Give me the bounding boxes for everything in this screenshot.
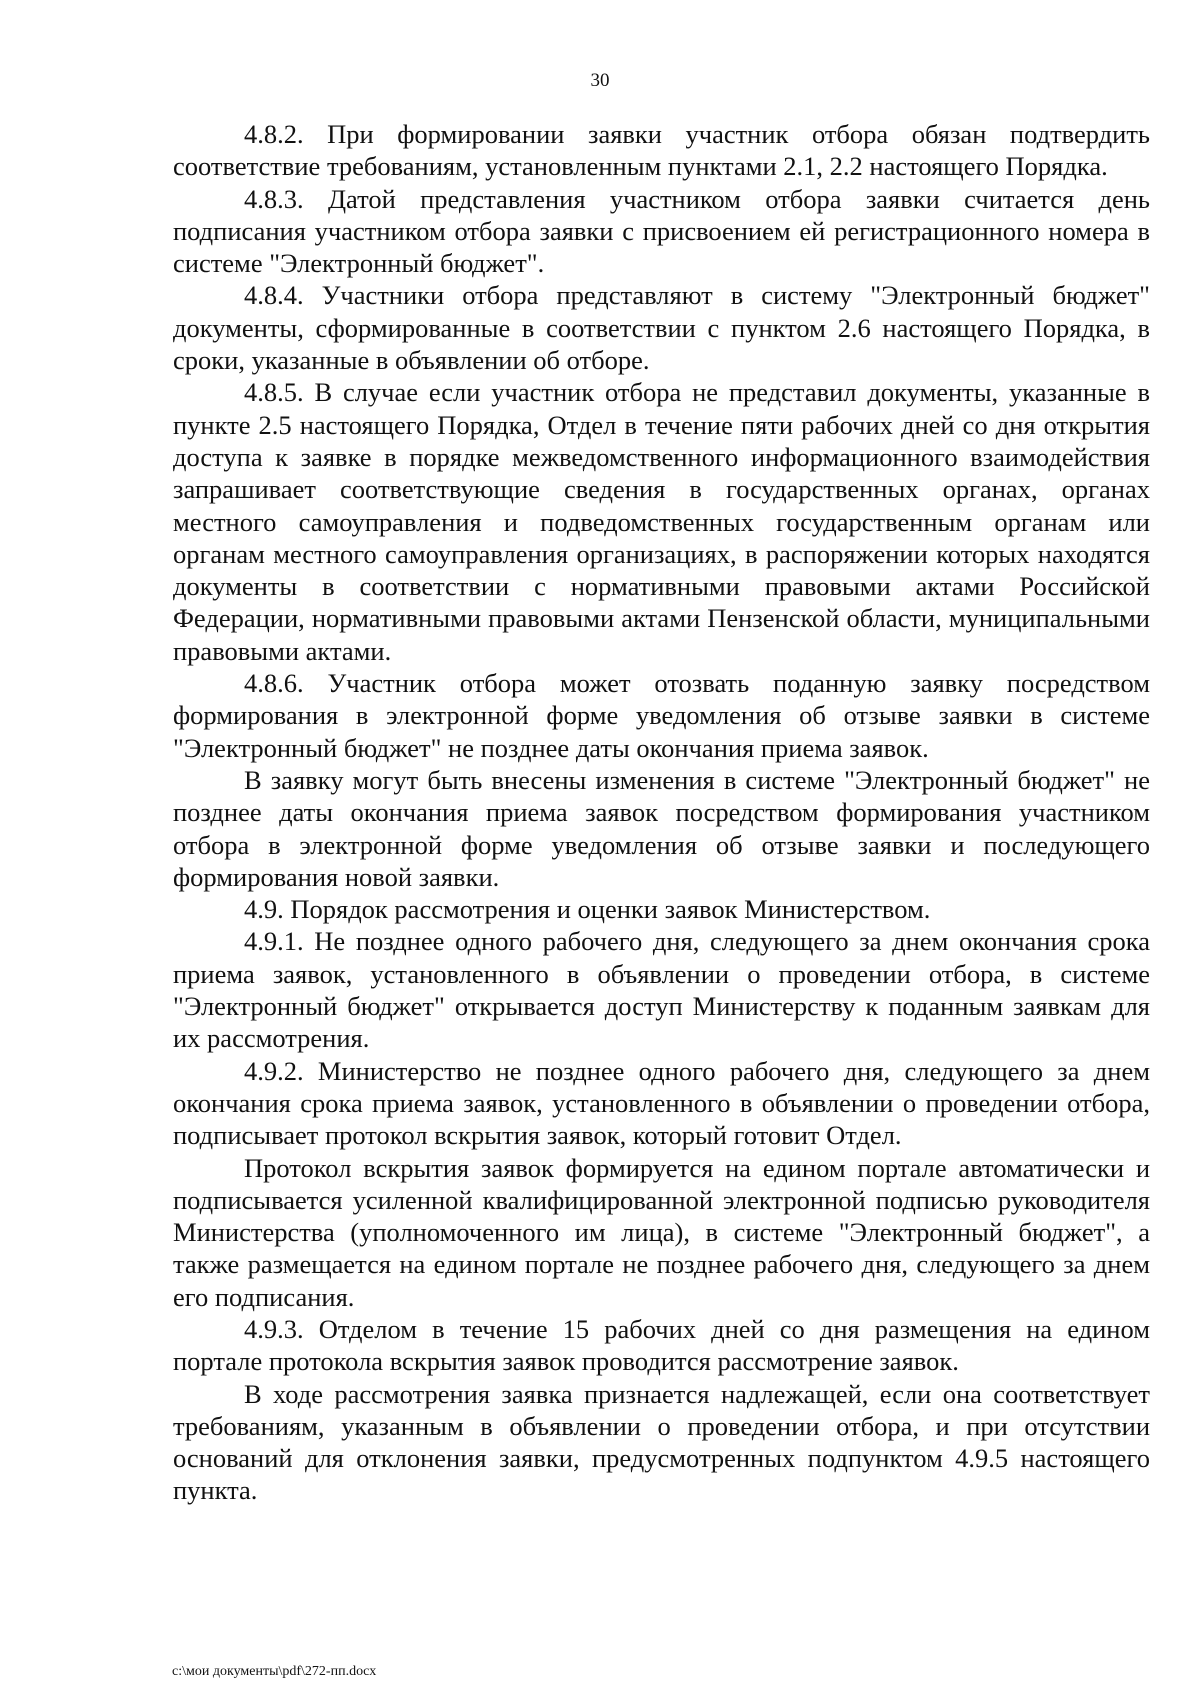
- paragraph-4-8-5: 4.8.5. В случае если участник отбора не представил документы, указанные в пункте 2.5 настоящего Порядка, Отдел в течение пяти рабочих дней со дня открытия доступа к заявке в порядке межведомственного информационного взаимодействия запрашивает соответствующие сведения в государственных органах, органах местного самоуправления и подведомственных государственным органам или органам местного самоуправления организациях, в распоряжении которых находятся документы в соответствии с нормативными правовыми актами Российской Федерации, нормативными правовыми актами Пензенской области, муниципальными правовыми актами.: [173, 377, 1150, 666]
- footer-file-path: c:\мои документы\pdf\272-пп.docx: [172, 1664, 377, 1679]
- paragraph-review-criteria: В ходе рассмотрения заявка признается надлежащей, если она соответствует требованиям, указанным в объявлении о проведении отбора, и при отсутствии оснований для отклонения заявки, предусмотренных подпунктом 4.9.5 настоящего пункта.: [173, 1378, 1150, 1506]
- paragraph-opening-protocol: Протокол вскрытия заявок формируется на едином портале автоматически и подписывается усиленной квалифицированной электронной подписью руководителя Министерства (уполномоченного им лица), в системе "Электронный бюджет", а также размещается на едином портале не позднее рабочего дня, следующего за днем его подписания.: [173, 1152, 1150, 1312]
- paragraph-4-9: 4.9. Порядок рассмотрения и оценки заявок Министерством.: [244, 894, 931, 925]
- paragraph-4-8-3: 4.8.3. Датой представления участником отбора заявки считается день подписания участником отбора заявки с присвоением ей регистрационного номера в системе "Электронный бюджет".: [173, 183, 1150, 279]
- document-body: [173, 118, 1150, 1507]
- paragraph-4-9-1: 4.9.1. Не позднее одного рабочего дня, следующего за днем окончания срока приема заявок, установленного в объявлении о проведении отбора, в системе "Электронный бюджет" открывается доступ Министерству к поданным заявкам для их рассмотрения.: [173, 926, 1150, 1054]
- paragraph-4-8-4: 4.8.4. Участники отбора представляют в систему "Электронный бюджет" документы, сформированные в соответствии с пунктом 2.6 настоящего Порядка, в сроки, указанные в объявлении об отборе.: [173, 280, 1150, 376]
- paragraph-4-9-3: 4.9.3. Отделом в течение 15 рабочих дней со дня размещения на едином портале протокола вскрытия заявок проводится рассмотрение заявок.: [173, 1313, 1150, 1377]
- paragraph-4-9-2: 4.9.2. Министерство не позднее одного рабочего дня, следующего за днем окончания срока приема заявок, установленного в объявлении о проведении отбора, подписывает протокол вскрытия заявок, который готовит Отдел.: [173, 1055, 1150, 1151]
- paragraph-4-8-6: 4.8.6. Участник отбора может отозвать поданную заявку посредством формирования в электронной форме уведомления об отзыве заявки в системе "Электронный бюджет" не позднее даты окончания приема заявок.: [173, 668, 1150, 763]
- page-number: 30: [590, 70, 610, 91]
- paragraph-application-changes: В заявку могут быть внесены изменения в системе "Электронный бюджет" не позднее даты окончания приема заявок посредством формирования участником отбора в электронной форме уведомления об отзыве заявки и последующего формирования новой заявки.: [173, 764, 1150, 892]
- paragraph-4-8-2: 4.8.2. При формировании заявки участник отбора обязан подтвердить соответствие требованиям, установленным пунктами 2.1, 2.2 настоящего Порядка.: [173, 119, 1150, 182]
